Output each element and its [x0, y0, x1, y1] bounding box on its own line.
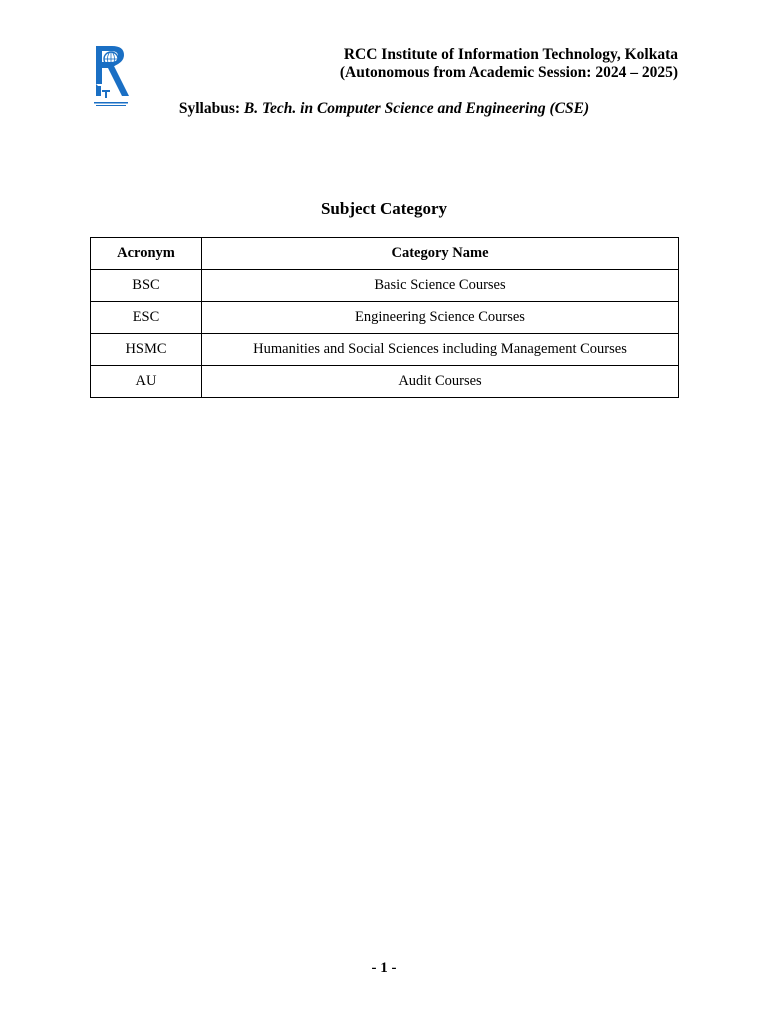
category-name-cell: Engineering Science Courses	[202, 302, 679, 334]
category-name-cell: Humanities and Social Sciences including Management Courses	[202, 334, 679, 366]
syllabus-line	[0, 100, 768, 118]
table-row	[91, 270, 679, 302]
acronym-cell: HSMC	[91, 334, 202, 366]
institute-name: RCC Institute of Information Technology, Kolkata	[343, 46, 678, 63]
syllabus-prefix: Syllabus:	[178, 100, 244, 117]
table-row	[91, 302, 679, 334]
acronym-cell: AU	[91, 366, 202, 398]
category-name-cell: Basic Science Courses	[202, 270, 679, 302]
page-number: - 1 -	[371, 960, 397, 976]
table-row	[91, 366, 679, 398]
acronym-cell: ESC	[91, 302, 202, 334]
autonomy-session: (Autonomous from Academic Session: 2024 – 2025)	[339, 64, 678, 81]
category-name-cell: Audit Courses	[202, 366, 679, 398]
table-row	[91, 334, 679, 366]
category-name-header: Category Name	[202, 238, 679, 270]
acronym-cell: BSC	[91, 270, 202, 302]
institute-header	[340, 46, 678, 82]
acronym-header: Acronym	[91, 238, 202, 270]
section-title: Subject Category	[320, 199, 448, 218]
table-header-row	[91, 238, 679, 270]
syllabus-program: B. Tech. in Computer Science and Engineering (CSE)	[243, 100, 590, 117]
subject-category-table	[90, 237, 679, 398]
